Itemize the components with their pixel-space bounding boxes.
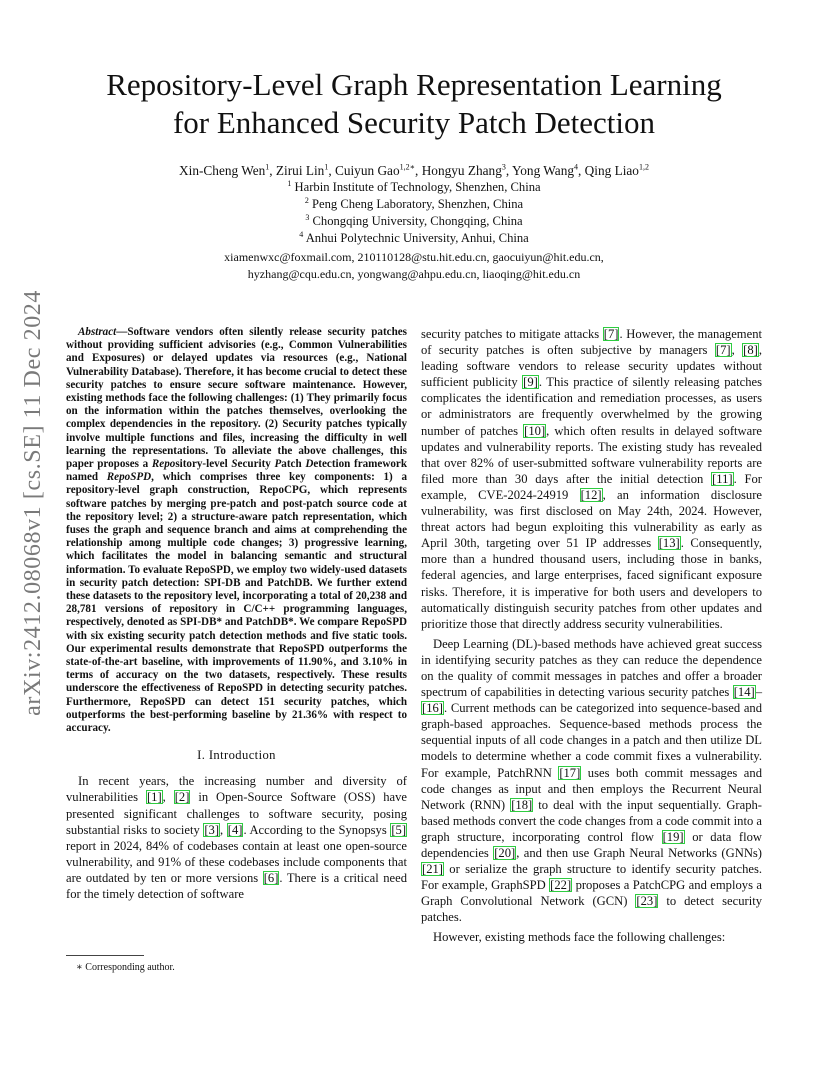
body-text: . This practice of silently releasing patches complicates the identification and remediation processes, as users or administrators are frequently overwhelmed by the growing number of patches bbox=[421, 375, 762, 438]
section-heading: I. Introduction bbox=[197, 748, 276, 763]
author-affil-mark: 1 bbox=[265, 162, 270, 172]
affiliation bbox=[60, 213, 768, 230]
citation-link[interactable]: [4] bbox=[227, 822, 243, 837]
author: Yong Wang bbox=[512, 163, 574, 178]
citation-link[interactable]: [7] bbox=[603, 327, 619, 341]
citation-link[interactable]: [1] bbox=[146, 790, 162, 805]
citation-link[interactable]: [7] bbox=[715, 343, 731, 358]
abstract-text: —Software vendors often silently release security patches without providing sufficient advisories (e.g., Common Vulnerabilities and Exposures) or delayed updates via resources (e.g., National Vulnerability Database). Therefore, it has become crucial to detect these security patches to ensure secure software maintenance. However, existing methods face the following challenges: (1) They primarily focus on the information within the patches themselves, overlooking the complex dependencies in the repository. (2) Security patches typically involve multiple functions and files, increasing the difficulty in well learning the representations. To alleviate the above challenges, this paper proposes a bbox=[66, 326, 407, 471]
citation-link[interactable]: [2] bbox=[174, 790, 190, 805]
citation-link[interactable]: [16] bbox=[422, 701, 443, 716]
body-text: , and then use Graph Neural Networks (GNNs) bbox=[516, 846, 763, 860]
footnote-rule bbox=[66, 955, 144, 956]
author: Xin-Cheng Wen bbox=[179, 163, 266, 178]
body-text: , bbox=[731, 343, 743, 358]
email-list bbox=[60, 249, 768, 282]
footnote: ∗ Corresponding author. bbox=[76, 962, 175, 973]
email-line: xiamenwxc@foxmail.com, 210110128@stu.hit.edu.cn, gaocuiyun@hit.edu.cn, bbox=[224, 250, 604, 264]
body-text: . For example, CVE-2024-24919 bbox=[421, 471, 763, 502]
author: Zirui Lin bbox=[275, 163, 325, 178]
email-line: hyzhang@cqu.edu.cn, yongwang@ahpu.edu.cn, liaoqing@hit.edu.cn bbox=[247, 266, 581, 281]
affiliation-mark: 3 bbox=[305, 212, 310, 222]
affiliation bbox=[60, 196, 768, 213]
title-line-2: for Enhanced Security Patch Detection bbox=[172, 105, 656, 140]
body-text: . There is a critical need for the timely detection of software bbox=[66, 870, 407, 902]
citation-link[interactable]: [11] bbox=[712, 471, 733, 486]
abstract-text: atch bbox=[281, 458, 306, 471]
body-text: to deal with the input sequentially. Graph-based methods convert the code changes from a code commit into a graph structure, incorporating control flow bbox=[421, 797, 763, 844]
author: Hongyu Zhang bbox=[421, 163, 502, 178]
abstract-label: Abstract bbox=[78, 326, 117, 338]
affiliation-mark: 4 bbox=[299, 229, 304, 239]
body-text: , bbox=[220, 822, 227, 837]
body-paragraph bbox=[66, 773, 407, 902]
citation-link[interactable]: [12] bbox=[580, 487, 602, 502]
citation-link[interactable]: [18] bbox=[511, 797, 533, 812]
abstract-text: Repo bbox=[151, 458, 176, 471]
author-affil-mark: 3 bbox=[501, 162, 506, 172]
citation-link[interactable]: [21] bbox=[422, 862, 443, 877]
abstract-text: P bbox=[274, 458, 282, 471]
body-text: , which often results in delayed software updates and vulnerability reports. The existing study has revealed that over 82% of user-submitted software vulnerability reports are filed more than 30 days after the initial detection bbox=[421, 423, 762, 486]
title-line-1: Repository-Level Graph Representation Learning bbox=[106, 67, 722, 102]
abstract-text: ecurity bbox=[237, 458, 275, 471]
author: Cuiyun Gao bbox=[334, 163, 400, 178]
body-text: proposes a PatchCPG and employs a Graph Convolutional Network (GCN) bbox=[421, 878, 762, 909]
citation-link[interactable]: [6] bbox=[263, 870, 279, 885]
citation-link[interactable]: [9] bbox=[523, 375, 538, 390]
body-paragraph bbox=[421, 636, 762, 926]
affiliation-mark: 1 bbox=[287, 178, 292, 188]
affiliation-text: Peng Cheng Laboratory, Shenzhen, China bbox=[312, 197, 524, 211]
body-text: – bbox=[755, 685, 762, 700]
citation-link[interactable]: [3] bbox=[204, 822, 220, 837]
body-text: , an information disclosure vulnerability, was first disclosed on May 24th, 2024. However, threat actors had begun exploiting this vulnerability as early as April 30th, targeting over 51 IP addresses bbox=[421, 487, 762, 551]
body-text: to detect security patches. bbox=[421, 894, 762, 925]
citation-link[interactable]: [17] bbox=[559, 765, 581, 780]
author-affil-mark: 4 bbox=[574, 162, 578, 172]
left-column bbox=[66, 326, 407, 902]
body-text: security patches to mitigate attacks bbox=[421, 327, 603, 341]
body-text: uses both commit messages and code changes as input and then employs the Recurrent Neural Network (RNN) bbox=[421, 765, 762, 812]
citation-link[interactable]: [19] bbox=[662, 829, 684, 844]
author-affil-mark: 1 bbox=[324, 162, 329, 172]
author-affil-mark: 1,2∗ bbox=[399, 162, 416, 172]
body-text: . According to the Synopsys bbox=[243, 822, 391, 837]
body-text: However, existing methods face the following challenges: bbox=[433, 930, 726, 945]
right-column bbox=[421, 326, 762, 946]
body-text: . However, the management of security patches is often subjective by managers bbox=[421, 327, 762, 358]
citation-link[interactable]: [20] bbox=[494, 846, 516, 860]
citation-link[interactable]: [5] bbox=[391, 822, 407, 837]
abstract-text: , which comprises three key components: 1) a repository-level graph construction, RepoCPG, which represents software patches by merging pre-patch and post-patch source code at the repository level; 2) a structure-aware patch representation, which fuses the graph and sequence branch and aims at comprehending the relationship among multiple code changes; 3) progressive learning, which facilitates the model in balancing semantic and structural information. To evaluate RepoSPD, we employ two widely-used datasets in security patch detection: SPI-DB and PatchDB. We further extend these datasets to the repository level, incorporating a total of 20,238 and 28,781 versions of repository in C/C++ programming languages, respectively, denoted as SPI-DB* and PatchDB*. We compare RepoSPD with six existing security patch detection methods and five static tools. Our experimental results demonstrate that RepoSPD outperforms the state-of-the-art baseline, with improvements of 11.90%, and 3.10% in terms of accuracy on the two datasets, respectively. These results underscore the effectiveness of RepoSPD in detecting security patches. Furthermore, RepoSPD can detect 151 security patches, which outperforms the best-performing baseline by 21.36% with respect to accuracy. bbox=[66, 471, 407, 735]
abstract-text: S bbox=[231, 458, 238, 471]
body-text: , bbox=[162, 790, 174, 805]
citation-link[interactable]: [8] bbox=[743, 343, 758, 358]
body-text: In recent years, the increasing number and diversity of vulnerabilities bbox=[66, 774, 407, 805]
body-text: or data flow dependencies bbox=[421, 829, 762, 860]
body-text: . Consequently, more than a hundred thousand users, including those in banks, federal agencies, and large enterprises, faced significant exposure risks. Therefore, it is imperative for both users and developers to automatically distinguish security patches from other updates and prioritize those that directly address security vulnerabilities. bbox=[421, 536, 763, 631]
citation-link[interactable]: [10] bbox=[524, 423, 546, 438]
title-block bbox=[60, 66, 768, 282]
body-text: Deep Learning (DL)-based methods have achieved great success in identifying security patches as they can reduce the dependence on the quality of commit messages in patches and offer a broader spectrum of capabilities in detecting various security patches bbox=[421, 636, 762, 700]
arxiv-identifier: arXiv:2412.08068v1 [cs.SE] 11 Dec 2024 bbox=[20, 290, 46, 716]
body-paragraph bbox=[421, 326, 762, 632]
affiliation-text: Anhui Polytechnic University, Anhui, China bbox=[305, 231, 529, 245]
body-text: in Open-Source Software (OSS) have presented significant challenges to software security, posing substantial risks to society bbox=[66, 790, 407, 837]
affiliation-text: Harbin Institute of Technology, Shenzhen, China bbox=[294, 180, 541, 194]
abstract-text: etection framework named bbox=[66, 458, 407, 484]
author-affil-mark: 1,2 bbox=[638, 162, 649, 172]
citation-link[interactable]: [13] bbox=[658, 536, 680, 551]
abstract bbox=[66, 326, 407, 735]
body-text: . Current methods can be categorized into sequence-based and graph-based approaches. Sequence-based methods process the sequential inputs of all code changes in a patch and then utilize DL models to determine whether a code commit fixes a vulnerability. For example, PatchRNN bbox=[421, 701, 762, 780]
body-text: or serialize the graph structure to identify security patches. For example, GraphSPD bbox=[421, 862, 762, 893]
citation-link[interactable]: [22] bbox=[550, 878, 572, 893]
affiliation bbox=[60, 230, 768, 247]
author-list: Xin-Cheng Wen$^1$, Zirui Lin$^1$, Cuiyun Gao$^{1,2∗}$, Hongyu Zhang$^3$, Yong Wang$^4$, Qing Liao$^{1,2}$ bbox=[179, 162, 649, 178]
body-text: , leading software vendors to release security updates without sufficient publicity bbox=[421, 343, 762, 390]
paper-title bbox=[60, 66, 768, 142]
affiliation-mark: 2 bbox=[304, 195, 309, 205]
body-paragraph bbox=[421, 929, 762, 945]
abstract-text: D bbox=[305, 458, 314, 471]
abstract-text: RepoSPD bbox=[106, 471, 152, 484]
body-text: report in 2024, 84% of codebases contain at least one open-source vulnerability, and 91% of these codebases include components that are outdated by ten or more versions bbox=[66, 838, 407, 885]
citation-link[interactable]: [23] bbox=[636, 894, 658, 909]
affiliation-text: Chongqing University, Chongqing, China bbox=[312, 214, 523, 228]
author: Qing Liao bbox=[584, 163, 639, 178]
citation-link[interactable]: [14] bbox=[733, 685, 755, 700]
affiliation bbox=[60, 179, 768, 196]
abstract-text: sitory-level bbox=[175, 458, 232, 471]
